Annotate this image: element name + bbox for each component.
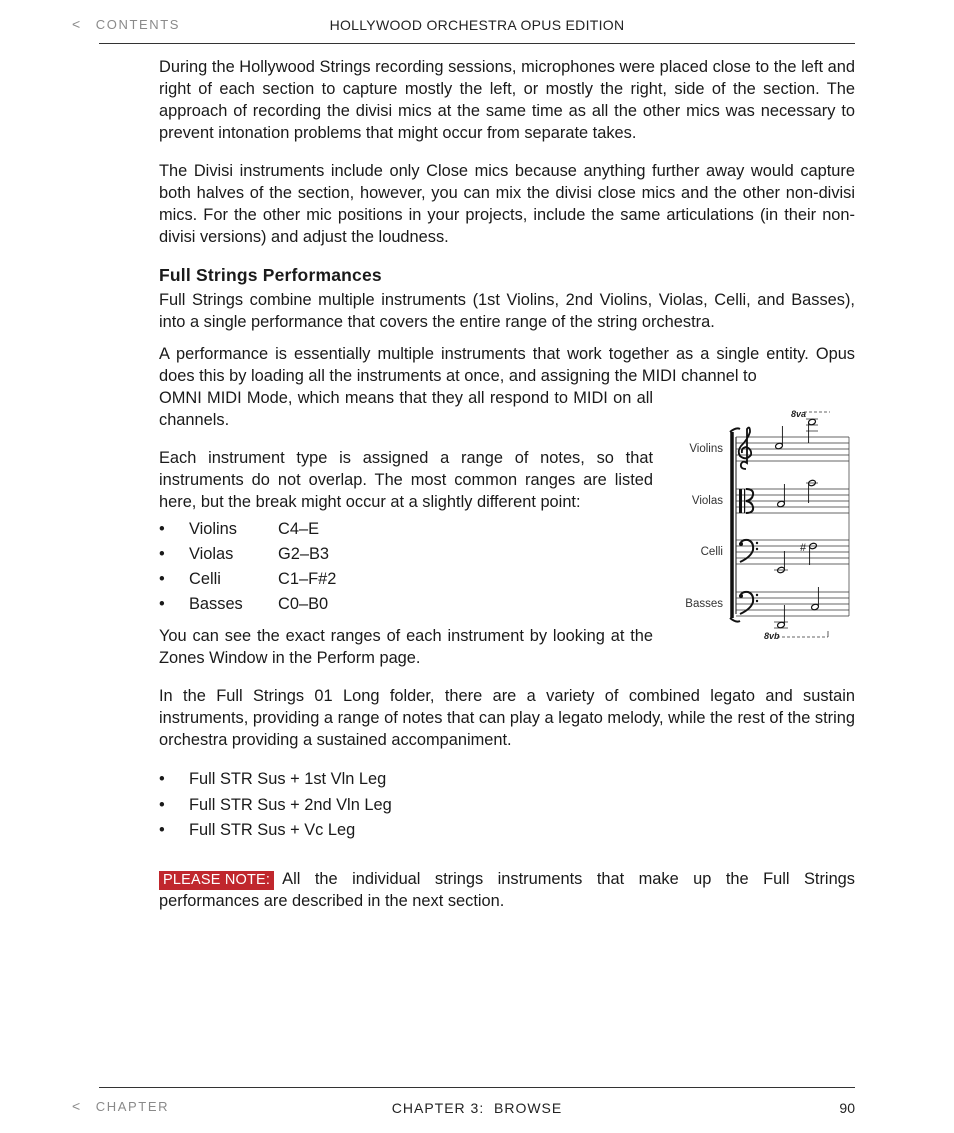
violas-high-note: [806, 479, 818, 503]
svg-text:#: #: [800, 542, 807, 554]
bullet: •: [159, 770, 165, 788]
staff-label-violins: Violins: [689, 443, 723, 455]
instrument-name: Basses: [189, 595, 243, 613]
list-item: [159, 818, 855, 844]
staff-label-basses: Basses: [685, 598, 723, 610]
chapter-link-label: CHAPTER: [95, 1099, 170, 1114]
footer-divider: [99, 1087, 855, 1088]
please-note-text: All the individual strings instruments that make up the Full Strings performances are described in the next section.: [159, 869, 855, 910]
chapter-title: CHAPTER 3: BROWSE: [391, 1100, 563, 1116]
staff-lines-violins: [736, 437, 849, 461]
bracket-bottom-hook: [730, 618, 740, 622]
ottava-top-label: 8va: [791, 409, 807, 419]
violas-low-note: [777, 484, 786, 508]
instrument-name: Celli: [189, 570, 221, 588]
performance-list: [159, 767, 855, 844]
list-item: [159, 767, 855, 793]
paragraph-full-strings-folder: In the Full Strings 01 Long folder, there are a variety of combined legato and sustain instruments, providing a range of notes that can play a legato melody, while the rest of the string orchestra providing a sustained accompaniment.: [159, 687, 855, 749]
list-item: [159, 542, 653, 567]
page-number: 90: [839, 1100, 855, 1116]
instrument-range: G2–B3: [278, 545, 330, 563]
paragraph-full-strings: Full Strings combine multiple instruments (1st Violins, 2nd Violins, Violas, Celli, and Basses), into a single performance that covers the entire range of the string orchestra.: [159, 291, 855, 331]
instrument-range: C1–F#2: [278, 570, 337, 588]
instrument-range: C0–B0: [278, 595, 329, 613]
performance-name: Full STR Sus + 2nd Vln Leg: [189, 795, 392, 814]
basses-high-note: [811, 587, 820, 611]
instrument-ranges-staff-figure: [680, 405, 860, 645]
instrument-name: Violins: [189, 520, 237, 538]
list-item: [159, 567, 653, 592]
performance-name: Full STR Sus + Vc Leg: [189, 821, 356, 839]
narrow-column: [159, 387, 653, 669]
paragraph-omni-mode: OMNI MIDI Mode, which means that they all respond to MIDI on all channels.: [159, 389, 653, 429]
bullet: •: [159, 821, 165, 839]
chevron-left-icon: <: [72, 1098, 82, 1114]
list-item: [159, 793, 855, 819]
instrument-range: C4–E: [278, 520, 320, 538]
list-item: [159, 517, 653, 542]
celli-low-note: [774, 551, 788, 574]
please-note-paragraph: [159, 868, 855, 912]
paragraph-zones-window: You can see the exact ranges of each instrument by looking at the Zones Window in the Perform page.: [159, 627, 653, 667]
bass-clef-icon-basses: [739, 592, 758, 614]
violins-high-note: [806, 418, 818, 443]
violins-low-note: [772, 426, 786, 450]
chevron-left-icon: <: [72, 16, 82, 32]
please-note-badge: PLEASE NOTE:: [159, 871, 274, 890]
celli-high-note: [800, 542, 817, 565]
bracket-top-hook: [730, 428, 740, 432]
paragraph-ranges-intro: Each instrument type is assigned a range of notes, so that instruments do not overlap. The most common ranges are listed here, but the break might occur at a slightly different point:: [159, 449, 653, 511]
paragraph-divisi-recording: During the Hollywood Strings recording sessions, microphones were placed close to the left and right of each section to capture mostly the left, or mostly the right, side of the section. The approach of recording the divisi mics at the same time as all the other mics was necessary to prevent intonation problems that might occur from separate takes.: [159, 58, 855, 142]
document-title: HOLLYWOOD ORCHESTRA OPUS EDITION: [329, 17, 625, 33]
bullet: •: [159, 795, 165, 814]
paragraph-divisi-mics: The Divisi instruments include only Close mics because anything further away would capture both halves of the section, however, you can mix the divisi close mics and the other non-divisi mics. For the other mic positions in your projects, include the same articulations (in their non-divisi versions) and adjust the loudness.: [159, 162, 855, 246]
header-divider: [99, 43, 855, 44]
bullet: •: [159, 570, 165, 588]
staff-label-violas: Violas: [691, 495, 723, 507]
list-item: [159, 592, 653, 617]
bullet: •: [159, 595, 165, 613]
section-heading: Full Strings Performances: [159, 265, 382, 285]
paragraph-performance: A performance is essentially multiple instruments that work together as a single entity. Opus does this by loading all the instruments at once, and assigning the MIDI channel to: [159, 345, 855, 385]
range-list: [159, 517, 653, 617]
basses-low-note: [774, 605, 788, 629]
staff-label-celli: Celli: [700, 546, 723, 558]
bullet: •: [159, 520, 165, 538]
ottava-bottom-label: 8vb: [764, 631, 780, 641]
instrument-name: Violas: [189, 545, 234, 563]
bullet: •: [159, 545, 165, 563]
performance-name: Full STR Sus + 1st Vln Leg: [189, 770, 387, 788]
bass-clef-icon-celli: [739, 540, 758, 562]
treble-clef-icon: [739, 428, 751, 469]
contents-link-label: CONTENTS: [95, 17, 181, 32]
